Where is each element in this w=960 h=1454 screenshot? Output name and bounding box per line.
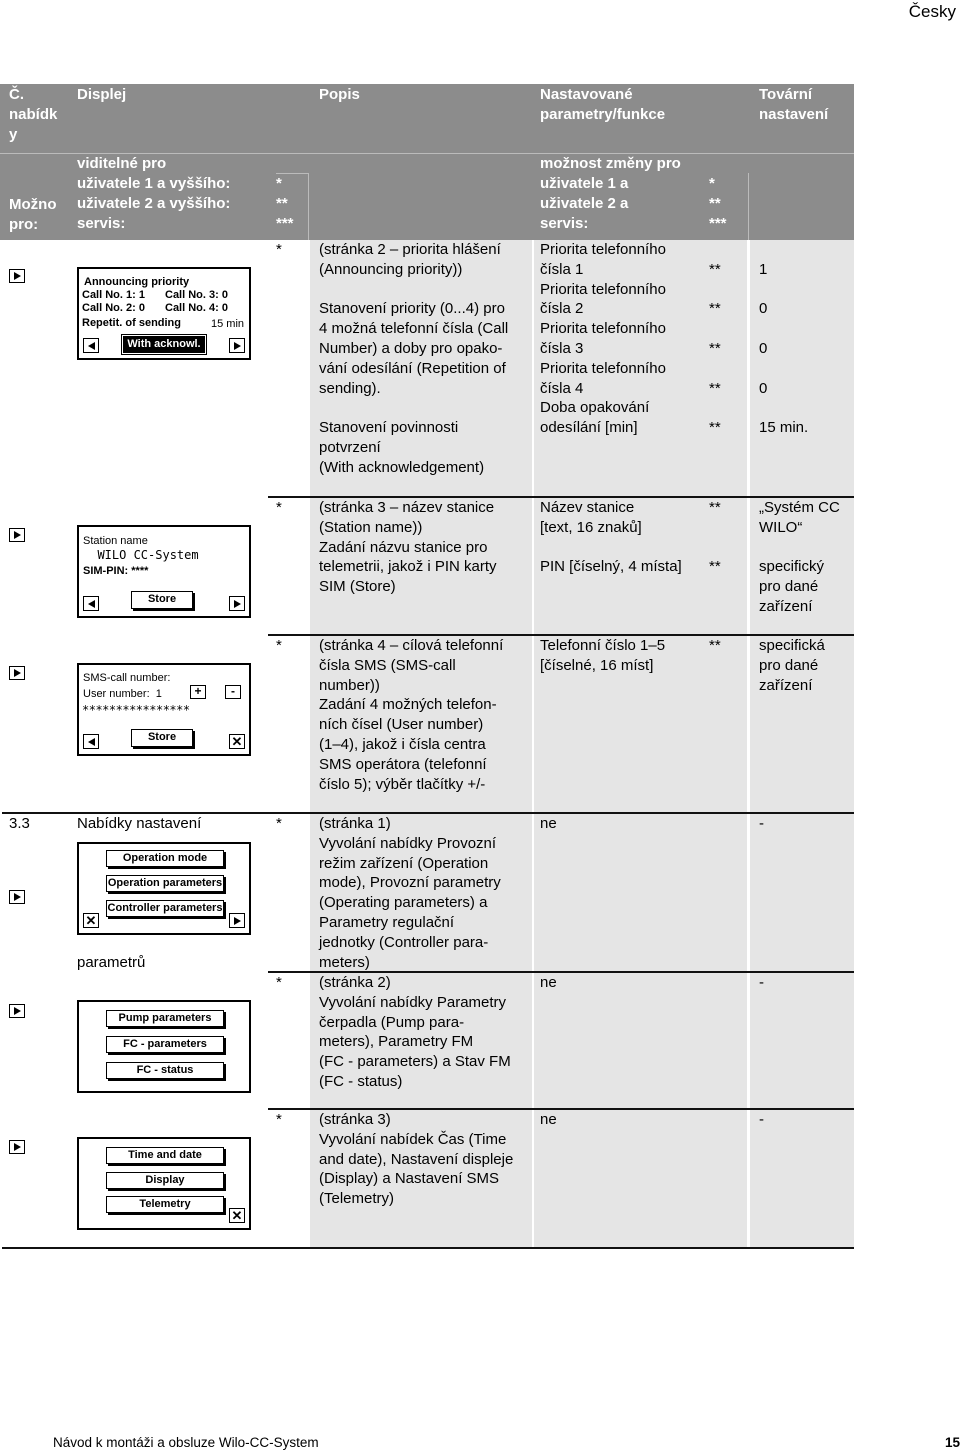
lcd-repetition-value: 15 min (211, 318, 245, 330)
lcd-call-no-4: Call No. 4: 0 (165, 302, 228, 314)
table-bottom-rule (2, 1247, 854, 1249)
row-parameters: Název stanice [text, 16 znaků] PIN [číselný, 4 místa] (540, 499, 682, 576)
row-parameters: Telefonní číslo 1–5 [číselné, 16 míst] (540, 637, 666, 674)
row-change-level: ** (709, 637, 721, 654)
lcd-sms-call-number (77, 663, 251, 756)
row-parameters: ne (540, 1111, 557, 1128)
plus-button[interactable]: + (190, 685, 206, 699)
row-parameters: ne (540, 974, 557, 991)
section-title-continued: parametrů (77, 954, 146, 971)
row-factory-setting: - (759, 1111, 764, 1128)
fc-parameters-button[interactable]: FC - parameters (106, 1036, 224, 1053)
section-number: 3.3 (9, 815, 30, 832)
operation-mode-button[interactable]: Operation mode (106, 850, 224, 867)
pump-parameters-button[interactable]: Pump parameters (106, 1010, 224, 1027)
lcd-call-no-3: Call No. 3: 0 (165, 289, 228, 301)
row-level: * (276, 1111, 282, 1128)
language-label: Česky (908, 2, 956, 21)
lcd-title: Station name (83, 535, 148, 547)
telemetry-button[interactable]: Telemetry (106, 1196, 224, 1213)
visible-levels: * ** *** (276, 175, 294, 232)
section-title: Nabídky nastavení (77, 815, 202, 832)
row-level: * (276, 637, 282, 654)
header-col-factory: Tovární nastavení (759, 86, 829, 123)
row-factory-setting: specifická pro dané zařízení (759, 637, 825, 694)
lcd-station-name (77, 525, 251, 618)
header-cell-line (308, 173, 309, 240)
row-factory-setting: „Systém CC WILO“ specifický pro dané zařízení (759, 499, 840, 615)
row-description: (stránka 2 – priorita hlášení (Announcing priority)) Stanovení priority (0...4) pro 4 možná telefonní čísla (Call Number) a doby pro opako- vání odesílání (Repetition of sending). Stanovení povinnosti potvrzení (With acknowledgement) (319, 241, 509, 476)
footer-title: Návod k montáži a obsluze Wilo-CC-System (53, 1435, 319, 1450)
row-factory-setting: - (759, 815, 764, 832)
row-level: * (276, 499, 282, 516)
row-level: * (276, 974, 282, 991)
row-parameters: Priorita telefonního čísla 1 Priorita telefonního čísla 2 Priorita telefonního čísla 3 Priorita telefonního čísla 4 Doba opakování odesílání [min] (540, 241, 666, 437)
time-and-date-button[interactable]: Time and date (106, 1147, 224, 1164)
row-change-level: ** ** (709, 499, 721, 576)
lcd-close-button[interactable] (229, 734, 245, 749)
lcd-close-button[interactable] (229, 1208, 245, 1223)
lcd-call-no-1: Call No. 1: 1 (82, 289, 145, 301)
header-cell-line (748, 173, 749, 240)
row-marker-icon (9, 269, 25, 283)
store-button[interactable]: Store (131, 729, 193, 747)
row-factory-setting: - (759, 974, 764, 991)
row-level: * (276, 241, 282, 258)
row-marker-icon (9, 666, 25, 680)
lcd-announcing-priority (77, 267, 251, 360)
change-for-label: možnost změny pro uživatele 1 a uživatele 2 a servis: (540, 155, 681, 232)
lcd-settings-menu-page-3 (77, 1137, 251, 1230)
lcd-number-mask: **************** (82, 703, 190, 717)
possible-for-label: Možno pro: (9, 196, 57, 233)
minus-button[interactable]: - (225, 685, 241, 699)
row-description: (stránka 1) Vyvolání nabídky Provozní režim zařízení (Operation mode), Provozní parametry (Operating parameters) a Parametry regulační jednotky (Controller para- meters) (319, 815, 501, 971)
lcd-repetition-label: Repetit. of sending (82, 317, 181, 329)
controller-parameters-button[interactable]: Controller parameters (106, 900, 224, 917)
lcd-prev-button[interactable] (83, 734, 99, 749)
row-marker-icon (9, 1004, 25, 1018)
row-level: * (276, 815, 282, 832)
lcd-title: Announcing priority (84, 276, 190, 288)
lcd-call-no-2: Call No. 2: 0 (82, 302, 145, 314)
lcd-settings-menu-page-1 (77, 842, 251, 935)
lcd-settings-menu-page-2 (77, 1000, 251, 1093)
lcd-user-number: User number: 1 (83, 688, 162, 700)
row-marker-icon (9, 1140, 25, 1154)
lcd-next-button[interactable] (229, 596, 245, 611)
with-acknowledgement-button[interactable]: With acknowl. (123, 336, 205, 353)
visible-for-label: viditelné pro uživatele 1 a vyššího: uživatele 2 a vyššího: servis: (77, 155, 231, 232)
row-description: (stránka 3 – název stanice (Station name)) Zadání názvu stanice pro telemetrii, jakož i PIN karty SIM (Store) (319, 499, 497, 596)
store-button[interactable]: Store (131, 591, 193, 609)
header-col-description: Popis (319, 86, 360, 103)
page-number: 15 (944, 1435, 960, 1450)
row-factory-setting: 1 0 0 0 15 min. (759, 260, 809, 437)
header-col-number: Č. nabídk y (9, 86, 58, 143)
lcd-next-button[interactable] (229, 338, 245, 353)
lcd-title: SMS-call number: (83, 672, 171, 684)
lcd-next-button[interactable] (229, 913, 245, 928)
row-marker-icon (9, 890, 25, 904)
row-description: (stránka 4 – cílová telefonní čísla SMS (SMS-call number)) Zadání 4 možných telefon- ních čísel (User number) (1–4), jakož i čísla centra SMS operátora (telefonní číslo 5); výběr tlačítky +/- (319, 637, 504, 793)
header-col-parameters: Nastavované parametry/funkce (540, 86, 666, 123)
row-parameters: ne (540, 815, 557, 832)
lcd-close-button[interactable] (83, 913, 99, 928)
display-button[interactable]: Display (106, 1172, 224, 1189)
operation-parameters-button[interactable]: Operation parameters (106, 875, 224, 892)
lcd-sim-pin: SIM-PIN: **** (83, 565, 149, 577)
lcd-prev-button[interactable] (83, 338, 99, 353)
row-description: (stránka 2) Vyvolání nabídky Parametry čerpadla (Pump para- meters), Parametry FM (FC - parameters) a Stav FM (FC - status) (319, 974, 511, 1090)
fc-status-button[interactable]: FC - status (106, 1062, 224, 1079)
change-levels: * ** *** (709, 175, 727, 232)
lcd-prev-button[interactable] (83, 596, 99, 611)
row-marker-icon (9, 528, 25, 542)
lcd-station-value: WILO CC-System (83, 548, 199, 562)
row-change-level: ** ** ** ** ** (709, 260, 721, 437)
header-col-display: Displej (77, 86, 127, 103)
row-description: (stránka 3) Vyvolání nabídek Čas (Time and date), Nastavení displeje (Display) a Nastavení SMS (Telemetry) (319, 1111, 514, 1208)
